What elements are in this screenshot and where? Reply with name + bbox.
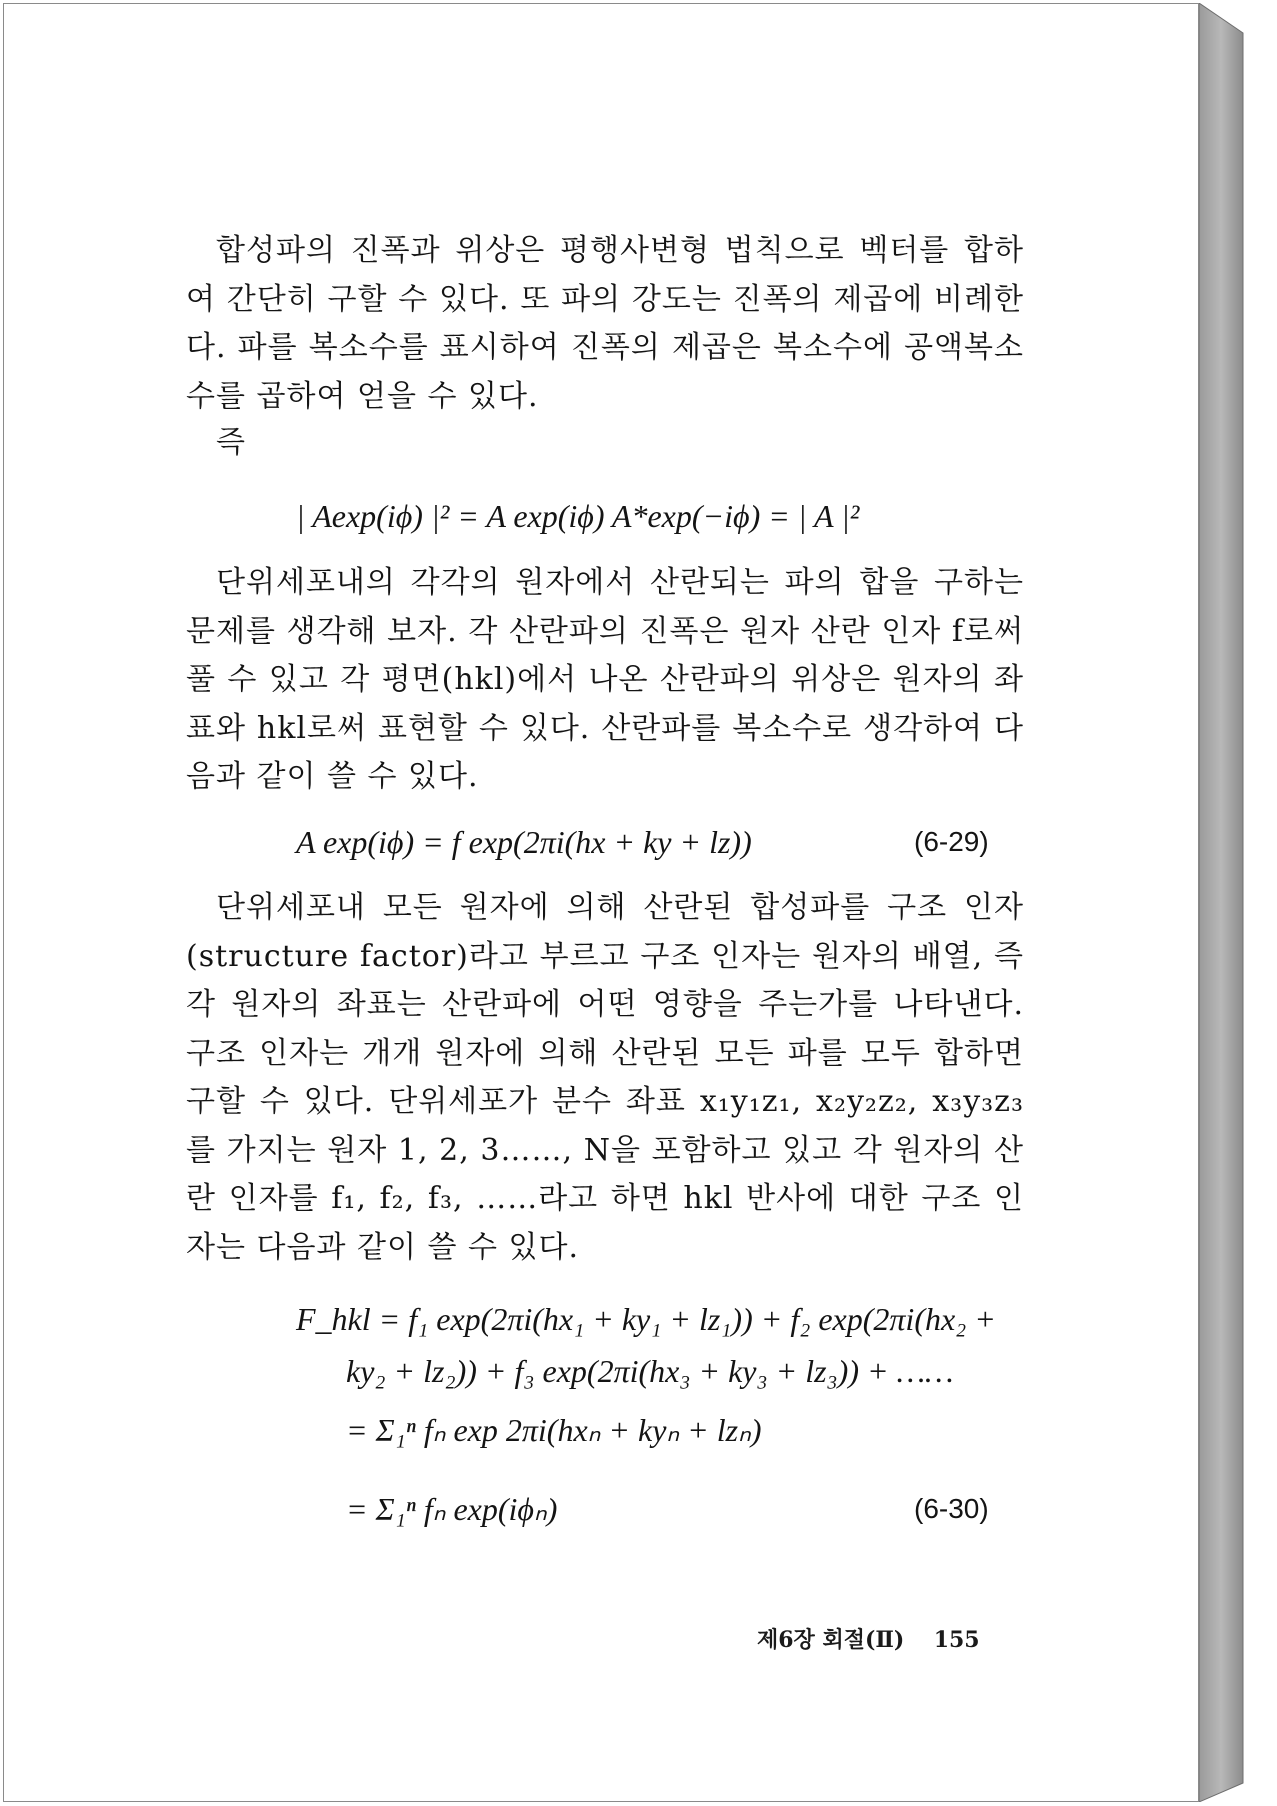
equation-6-29: A exp(iϕ) = f exp(2πi(hx + ky + lz)) xyxy=(296,824,752,860)
page-number: 155 xyxy=(933,1627,980,1653)
paragraph-text: 단위세포내 모든 원자에 의해 산란된 합성파를 구조 인자(structure factor)라고 부르고 구조 인자는 원자의 배열, 즉 각 원자의 좌표는 산란파에 어떤 영향을 주는가를 나타낸다. 구조 인자는 개개 원자에 의해 산란된 모든 파를 모두 합하면 구할 수 있다. 단위세포가 분수 좌표 x₁y₁z₁, x₂y₂z₂, x₃y₃z₃를 가지는 원자 1, 2, 3……, N을 포함하고 있고 각 원자의 산란 인자를 f₁, f₂, f₃, ……라고 하면 hkl 반사에 대한 구조 인자는 다음과 같이 쓸 수 있다. xyxy=(186,890,1024,1265)
paragraph-2 xyxy=(186,419,1024,468)
equation-6-30-line-2: ky₂ + lz₂)) + f₃ exp(2πi(hx₃ + ky₃ + lz₃)) + …… xyxy=(346,1353,954,1389)
paragraph-text: 합성파의 진폭과 위상은 평행사변형 법칙으로 벡터를 합하여 간단히 구할 수 있다. 또 파의 강도는 진폭의 제곱에 비례한다. 파를 복소수를 표시하여 진폭의 제곱은 복소수에 공액복소수를 곱하여 얻을 수 있다. xyxy=(186,233,1024,414)
paragraph-3 xyxy=(186,559,1024,802)
equation-6-30-line-3: = Σ₁ⁿ fₙ exp 2πi(hxₙ + kyₙ + lzₙ) xyxy=(346,1412,762,1448)
paragraph-4 xyxy=(186,884,1024,1272)
equation-number-6-30: (6-30) xyxy=(914,1493,989,1524)
equation-number-6-29: (6-29) xyxy=(914,826,989,857)
chapter-title: 제6장 회절(Ⅱ) xyxy=(757,1627,905,1653)
paragraph-text: 즉 xyxy=(216,425,246,460)
page-footer xyxy=(757,1623,980,1654)
paragraph-text: 단위세포내의 각각의 원자에서 산란되는 파의 합을 구하는 문제를 생각해 보자. 각 산란파의 진폭은 원자 산란 인자 f로써 풀 수 있고 각 평면(hkl)에서 나온 산란파의 위상은 원자의 좌표와 hkl로써 표현할 수 있다. 산란파를 복소수로 생각하여 다음과 같이 쓸 수 있다. xyxy=(186,565,1024,794)
equation-intensity: | Aexp(iϕ) |² = A exp(iϕ) A*exp(−iϕ) = | A |² xyxy=(296,498,860,534)
equation-6-30-line-4: = Σ₁ⁿ fₙ exp(iϕₙ) xyxy=(346,1491,558,1527)
page-edge-shading xyxy=(1199,3,1249,1802)
paragraph-1 xyxy=(186,227,1024,421)
equation-6-30-line-1: F_hkl = f₁ exp(2πi(hx₁ + ky₁ + lz₁)) + f₂ exp(2πi(hx₂ + xyxy=(296,1301,996,1337)
